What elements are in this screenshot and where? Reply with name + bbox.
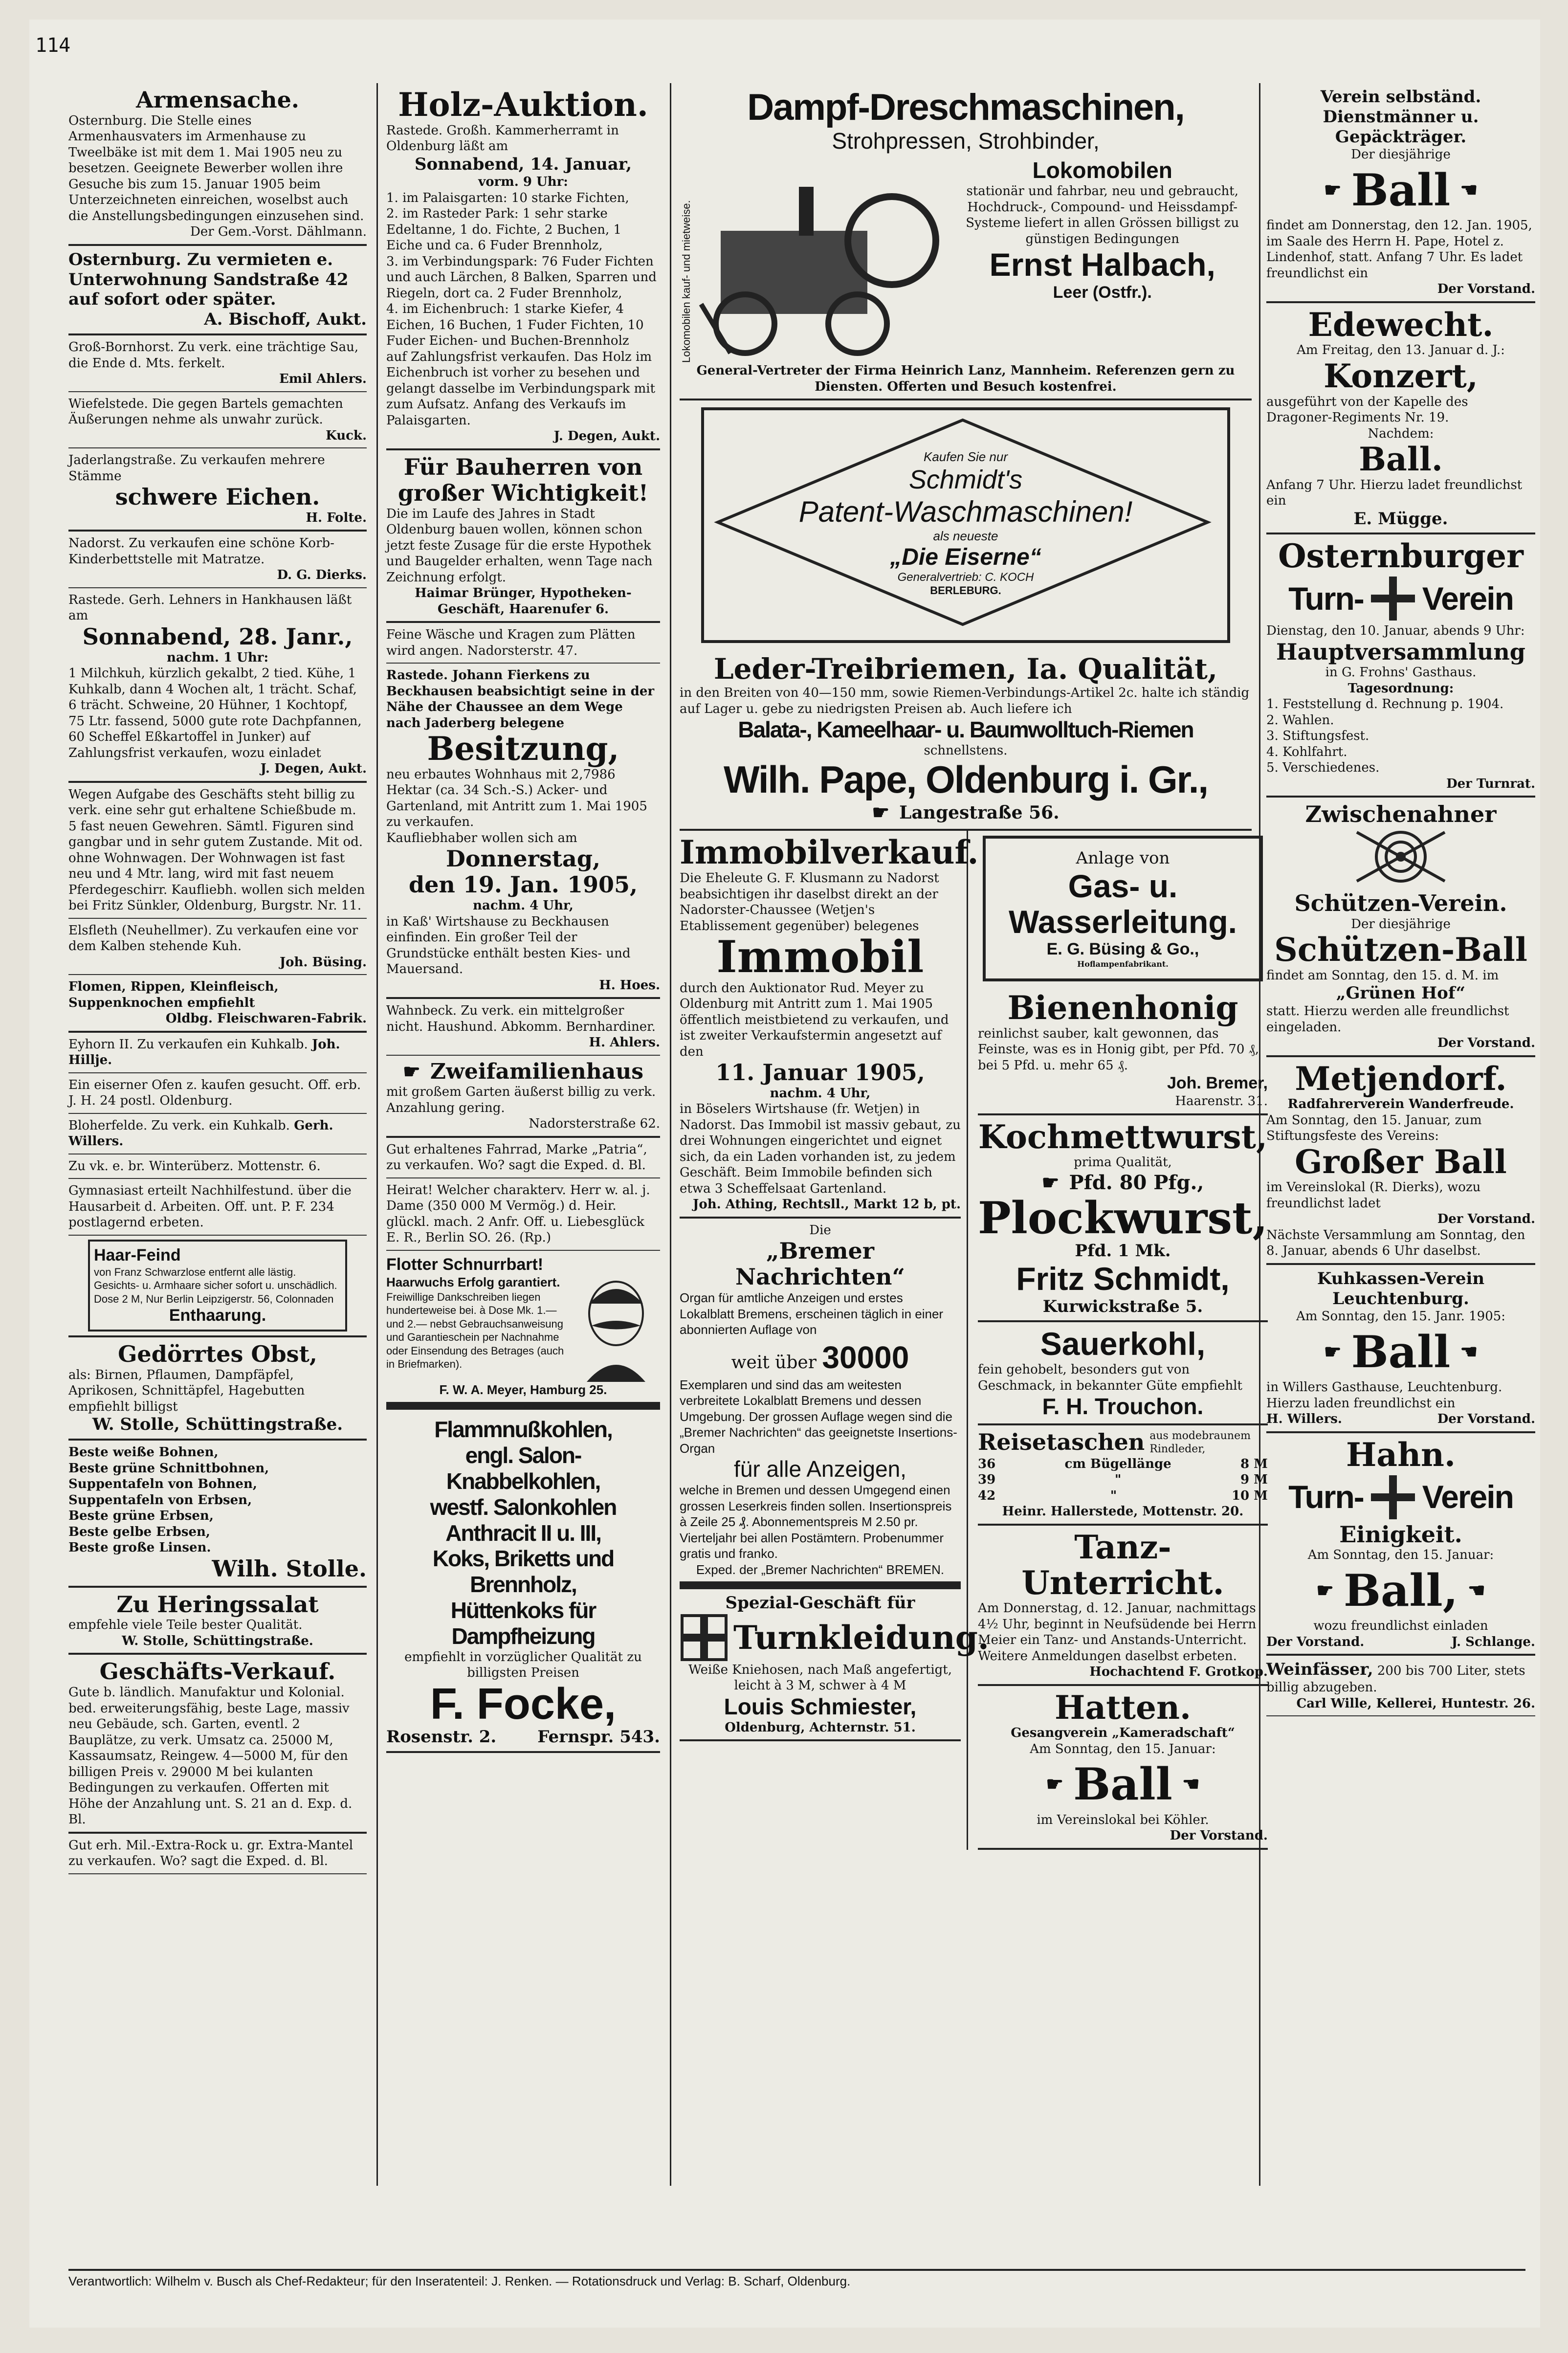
pointing-hand-icon: ☛ [403,1060,420,1083]
pointing-hand-icon: ☛ [1324,178,1342,202]
ad-nadorst-bett: Nadorst. Zu verkaufen eine schöne Korb-Kinderbettstelle mit Matratze. D. G. Dierks. [68,532,367,588]
list-item: Suppentafeln von Bohnen, [68,1477,257,1492]
table-cell: " [1114,1472,1122,1487]
list-item: 4. Kohlfahrt. [1266,744,1347,759]
column-rule [670,83,671,2186]
pointing-hand-left-icon: ☚ [1468,1579,1485,1602]
ad-gas-wasserleitung: Anlage von Gas- u. Wasserleitung. E. G. Büsing & Go., Hoflampenfabrikant. [983,836,1263,981]
tagesordnung-list [1266,696,1535,776]
ad-winterueberzieher: Zu vk. e. br. Winterüberz. Mottenstr. 6. [68,1154,367,1179]
list-item: Koks, Briketts und [432,1546,614,1572]
ad-dampf-dreschmaschinen: Dampf-Dreschmaschinen, Strohpressen, Strohbinder, Lokomobilen kauf- und mietweise. Lokomobilen stationär und fahrbar, neu und gebraucht, Hochdruck-, Compound- und Heissdampf-Systeme liefert in allen Grössen billigst zu günstigen Bedingungen Ernst Halbach, Leer (Ostfr.). General-Vertreter der Firma Heinrich Lanz, Mannheim. Referenzen gern zu Diensten. Offerten und Besuch kostenfrei. [680,83,1252,400]
list-item: Brennholz, [470,1572,576,1598]
list-item: Knabbelkohlen, [446,1468,600,1494]
ad-mil-extra-rock: Gut erh. Mil.-Extra-Rock u. gr. Extra-Mantel zu verkaufen. Wo? sagt die Exped. d. Bl. [68,1834,367,1874]
ad-leder-treibriemen: Leder-Treibriemen, Ia. Qualität, in den Breiten von 40—150 mm, sowie Riemen-Verbindungs-Artikel 2c. halte ich ständig auf Lager u. gebe zu niedrigsten Preisen ab. Auch liefere ich Balata-, Kameelhaar- u. Baumwolltuch-Riemen schnellstens. Wilh. Pape, Oldenburg i. Gr., ☛ Langestraße 56. [680,650,1252,831]
table-cell: 8 M [1240,1456,1268,1471]
ad-elsfleth: Elsfleth (Neuhellmer). Zu verkaufen eine vor dem Kalben stehende Kuh. Joh. Büsing. [68,919,367,976]
pointing-hand-icon: ☛ [1324,1340,1342,1364]
list-item: 3. Stiftungsfest. [1266,729,1369,744]
ad-turnkleidung: Spezial-Geschäft für Turnkleidung. Weiße Kniehosen, nach Maß angefertigt, leicht à 3 M, schwer à 4 M Louis Schmiester, Oldenburg, Achternstr. 51. [680,1583,961,1741]
target-rifles-icon [1352,827,1450,886]
ad-tanz-unterricht: Tanz-Unterricht. Am Donnerstag, d. 12. Januar, nachmittags 4½ Uhr, beginnt in Neufsüdende bei Herrn Meier ein Tanz- und Anstands-Unterricht. Weitere Anmeldungen daselbst erbeten. Hochachtend F. Grotkop. [978,1526,1268,1686]
bohnen-list [68,1444,367,1556]
list-item: westf. Salonkohlen [430,1494,617,1520]
list-item: engl. Salon- [465,1442,581,1468]
table-cell: 42 [978,1488,996,1503]
ad-hatten: Hatten. Gesangverein „Kameradschaft“ Am Sonntag, den 15. Januar: ☛ Ball ☚ im Vereinslokal bei Köhler. Der Vorstand. [978,1686,1268,1850]
mustache-portrait-icon [572,1274,660,1382]
table-cell: 10 M [1231,1488,1268,1503]
pointing-hand-icon: ☛ [1046,1773,1064,1796]
list-item: Beste große Linsen. [68,1540,211,1555]
ad-ofen: Ein eiserner Ofen z. kaufen gesucht. Off. erb. J. H. 24 postl. Oldenburg. [68,1073,367,1114]
ad-rastede-auktion: Rastede. Gerh. Lehners in Hankhausen läßt am Sonnabend, 28. Janr., nachm. 1 Uhr: 1 Milchkuh, kürzlich gekalbt, 2 tied. Kühe, 1 Kuhkalb, dann 4 Wochen alt, 1 trächt. Schaf, 6 trächt. Schweine, 20 Hühner, 1 Kochtopf, 75 Ltr. fassend, 5000 gute rote Dachpfannen, 60 Scheffel Eßkartoffel in Junker) auf Zahlungsfrist verkaufen, wozu einladet J. Degen, Aukt. [68,588,367,783]
ad-zwischenahner-schuetzen: Zwischenahner Schützen-Verein. Der diesjährige Schützen-Ball findet am Sonntag, den 15. d. M. im „Grünen Hof“ statt. Hierzu werden alle freundlichst eingeladen. Der Vorstand. [1266,798,1535,1057]
ad-armensache: Armensache. Osternburg. Die Stelle eines Armenhausvaters im Armenhause zu Tweelbäke ist mit dem 1. Mai 1905 neu zu besetzen. Geeignete Bewerber wollen ihre Gesuche bis zum 15. Januar 1905 beim Unterzeichneten einreichen, woselbst auch die Anstellungsbedingungen einzusehen sind. Der Gem.-Vorst. Dählmann. [68,83,367,246]
turner-cross-icon [1369,574,1417,623]
list-item: 2. im Rasteder Park: 1 sehr starke Edeltanne, 1 do. Fichte, 2 Buchen, 1 Eiche und ca. 6 Fuder Brennholz, [386,206,622,253]
table-cell: 39 [978,1472,996,1487]
ad-waschmaschinen: Kaufen Sie nur Schmidt's Patent-Waschmaschinen! als neueste „Die Eiserne“ Generalvertrieb: C. KOCH BERLEBURG. [701,407,1230,643]
ad-bauherren: Für Bauherren von großer Wichtigkeit! Die im Laufe des Jahres in Stadt Oldenburg bauen wollen, können schon jetzt feste Zusage für die erste Hypothek und Baugelder erhalten, wenn Tage nach Zeichnung erfolgt. Haimar Brünger, Hypotheken-Geschäft, Haarenufer 6. [386,450,660,623]
table-cell: cm Bügellänge [1064,1456,1171,1471]
column-3-right [978,831,1268,1849]
ad-edewecht: Edewecht. Am Freitag, den 13. Januar d. J.: Konzert, ausgeführt von der Kapelle des Dragoner-Regiments Nr. 19. Nachdem: Ball. Anfang 7 Uhr. Hierzu ladet freundlichst ein E. Mügge. [1266,303,1535,535]
pointing-hand-left-icon: ☚ [1182,1773,1200,1796]
ad-sauerkohl: Sauerkohl, fein gehobelt, besonders gut von Geschmack, in bekannter Güte empfiehlt F. H. Trouchon. [978,1322,1268,1425]
list-item: Beste weiße Bohnen, [68,1445,219,1460]
pointing-hand-icon: ☛ [1041,1171,1060,1194]
turner-cross-icon [1369,1473,1417,1522]
ad-osternburg-wohnung: Osternburg. Zu vermieten e. Unterwohnung Sandstraße 42 auf sofort oder später. A. Bischoff, Aukt. [68,246,367,335]
reise-price-table [978,1456,1268,1504]
list-item: 3. im Verbindungspark: 76 Fuder Fichten und auch Lärchen, 8 Balken, Sparren und Riegeln, dort ca. 2 Fuder Brennholz, [386,254,657,301]
pointing-hand-left-icon: ☚ [1460,1340,1478,1364]
ad-heringssalat: Zu Heringssalat empfehle viele Teile bester Qualität. W. Stolle, Schüttingstraße. [68,1588,367,1655]
pointing-hand-icon: ☛ [1316,1579,1334,1602]
ad-hahn-turnverein: Hahn. Turn- Verein Einigkeit. Am Sonntag, den 15. Januar: ☛ Ball, ☚ wozu freundlichst einladen Der Vorstand. J. Schlange. [1266,1433,1535,1656]
ad-eichen: Jaderlangstraße. Zu verkaufen mehrere Stämme schwere Eichen. H. Folte. [68,448,367,532]
holz-list [386,190,660,349]
ad-schnurrbart: Flotter Schnurrbart! Haarwuchs Erfolg garantiert. Freiwillige Dankschreiben liegen hunderteweise bei. à Dose Mk. 1.— und 2.— nebst Gebrauchsanweisung und Garantieschein per Nachnahme oder Einsendung des Betrages (auch in Briefmarken). F. W. A. Meyer, Hamburg 25. [386,1251,660,1404]
turner-cross-icon [680,1613,729,1662]
list-item: 1. im Palaisgarten: 10 starke Fichten, [386,190,629,205]
ad-gedoerrtes-obst: Gedörrtes Obst, als: Birnen, Pflaumen, Dampfäpfel, Aprikosen, Schnittäpfel, Hagebutten empfiehlt billigst W. Stolle, Schüttingstraße. [68,1337,367,1441]
ad-fahrrad: Gut erhaltenes Fahrrad, Marke „Patria“, zu verkaufen. Wo? sagt die Exped. d. Bl. [386,1138,660,1178]
table-cell: " [1110,1488,1117,1503]
list-item: Hüttenkoks für [450,1598,596,1623]
pointing-hand-left-icon: ☚ [1460,178,1478,202]
ad-gross-bornhorst: Groß-Bornhorst. Zu verk. eine trächtige Sau, die Ende d. Mts. ferkelt. Emil Ahlers. [68,335,367,392]
ad-besitzung: Rastede. Johann Fierkens zu Beckhausen beabsichtigt seine in der Nähe der Chaussee an dem Wege nach Jaderberg belegene Besitzung, neu erbautes Wohnhaus mit 2,7986 Hektar (ca. 34 Sch.-S.) Acker- und Gartenland, mit Antritt zum 1. Mai 1905 zu verkaufen. Kaufliebhaber wollen sich am Donnerstag, den 19. Jan. 1905, nachm. 4 Uhr, in Kaß' Wirtshause zu Beckhausen einfinden. Ein großer Teil der Grundstücke enthält besten Kies- und Mauersand. H. Hoes. [386,664,660,999]
list-item: Beste grüne Erbsen, [68,1509,214,1524]
table-cell: 9 M [1240,1472,1268,1487]
locomobile-machine-icon [701,157,946,363]
ad-bloherfelde: Bloherfelde. Zu verk. ein Kuhkalb. Gerh. Willers. [68,1114,367,1154]
column-4 [1266,83,1535,2191]
ad-osternburger-turnverein: Osternburger Turn- Verein Dienstag, den 10. Januar, abends 9 Uhr: Hauptversammlung in G. Frohns' Gasthaus. Tagesordnung: 1. Feststellung d. Rechnung p. 1904. 2. Wahlen. 3. Stiftungsfest. 4. Kohlfahrt. 5. Verschiedenes. Der Turnrat. [1266,534,1535,798]
column-2 [386,83,660,2191]
list-item: Anthracit II u. III, [445,1520,601,1546]
ad-heirat: Heirat! Welcher charakterv. Herr w. al. j. Dame (350 000 M Vermög.) d. Heir. glückl. mach. 2 Anfr. Off. u. Liebesglück E. R., Berlin SO. 26. (Rp.) [386,1178,660,1251]
ad-geschaefts-verkauf: Geschäfts-Verkauf. Gute b. ländlich. Manufaktur und Kolonial. bed. erweiterungsfähig, beste Lage, massiv neu Gebäude, sch. Garten, eventl. 2 Bauplätze, zu verk. Umsatz ca. 25000 M, Kassaumsatz, Reingew. 4—5000 M, für den billigen Preis v. 29000 M bei kulanten Bedingungen zu verkaufen. Offerten mit Höhe der Anzahlung unt. S. 21 an d. Exp. d. Bl. [68,1655,367,1833]
ad-wahnbeck: Wahnbeck. Zu verk. ein mittelgroßer nicht. Haushund. Abkomm. Bernhardiner. H. Ahlers. [386,999,660,1056]
ad-metjendorf: Metjendorf. Radfahrerverein Wanderfreude. Am Sonntag, den 15. Januar, zum Stiftungsfeste des Vereins: Großer Ball im Vereinslokal (R. Dierks), wozu freundlichst ladet Der Vorstand. Nächste Versammlung am Sonntag, den 8. Januar, abends 6 Uhr daselbst. [1266,1057,1535,1265]
list-item: Dampfheizung [451,1623,595,1649]
ad-kohlen: Flammnußkohlen, engl. Salon- Knabbelkohlen, westf. Salonkohlen Anthracit II u. III, Koks, Briketts und Brennholz, Hüttenkoks für Dampfheizung empfiehlt in vorzüglicher Qualität zu billigsten Preisen F. Focke, Rosenstr. 2. Fernspr. 543. [386,1404,660,1753]
list-item: 2. Wahlen. [1266,712,1334,728]
list-item: 4. im Eichenbruch: 1 starke Kiefer, 4 Eichen, 16 Buchen, 1 Fuder Fichten, 10 Fuder Eichen- und Buchen-Brennholz [386,302,644,349]
list-item: Suppentafeln von Erbsen, [68,1492,252,1508]
ad-bienenhonig: Bienenhonig reinlichst sauber, kalt gewonnen, das Feinste, was es in Honig gibt, per Pfd. 70 ₰, bei 5 Pfd. u. mehr 65 ₰. Joh. Bremer, Haarenstr. 31. [978,986,1268,1115]
pointing-hand-icon: ☛ [872,801,890,824]
ad-zweifamilienhaus: ☛ Zweifamilienhaus mit großem Garten äußerst billig zu verk. Anzahlung gering. Nadorsterstraße 62. [386,1056,660,1138]
ad-bremer-nachrichten: Die „Bremer Nachrichten“ Organ für amtliche Anzeigen und erstes Lokalblatt Bremens, erscheinen täglich in einer abonnierten Auflage von weit über 30000 Exemplaren und sind das am weitesten verbreitete Lokalblatt Bremens und dessen Umgebung. Der grossen Auflage wegen sind die „Bremer Nachrichten“ das geeignetste Insertions-Organ für alle Anzeigen, welche in Bremen und dessen Umgegend einen grossen Leserkreis finden sollen. Insertionspreis à Zeile 25 ₰. Abonnementspreis M 2.50 pr. Vierteljahr bei allen Postämtern. Probenummer gratis und franko. Exped. der „Bremer Nachrichten“ BREMEN. [680,1219,961,1583]
table-row [978,1488,1268,1504]
list-item: Beste gelbe Erbsen, [68,1524,210,1539]
list-item: 1. Feststellung d. Rechnung p. 1904. [1266,697,1504,712]
ad-holz-auktion: Holz-Auktion. Rastede. Großh. Kammerherramt in Oldenburg läßt am Sonnabend, 14. Januar, vorm. 9 Uhr: 1. im Palaisgarten: 10 starke Fichten, 2. im Rasteder Park: 1 sehr starke Edeltanne, 1 do. Fichte, 2 Buchen, 1 Eiche und ca. 6 Fuder Brennholz, 3. im Verbindungspark: 76 Fuder Fichten und auch Lärchen, 8 Balken, Sparren und Riegeln, dort ca. 2 Fuder Brennholz, 4. im Eichenbruch: 1 starke Kiefer, 4 Eichen, 16 Buchen, 1 Fuder Fichten, 10 Fuder Eichen- und Buchen-Brennholz auf Zahlungsfrist verkaufen. Das Holz im Eichenbruch ist vorher zu besehen und gelangt dasselbe im Verbindungspark mit zum Aufsatz. Anfang des Verkaufs im Palaisgarten. J. Degen, Aukt. [386,83,660,450]
table-cell: 36 [978,1456,996,1471]
ad-reisetaschen: Reisetaschen aus modebraunem Rindleder, 36 cm Bügellänge 8 M 39 " 9 M 42 " 10 M Heinr. Hallerstede, Mottenstr. 20. [978,1425,1268,1526]
ad-eyhorn: Eyhorn II. Zu verkaufen ein Kuhkalb. Joh. Hillje. [68,1033,367,1073]
ad-kuhkassen-verein: Kuhkassen-Verein Leuchtenburg. Am Sonntag, den 15. Janr. 1905: ☛ Ball ☚ in Willers Gasthause, Leuchtenburg. Hierzu laden freundlichst ein H. Willers. Der Vorstand. [1266,1265,1535,1433]
page-number: 114 [35,34,71,57]
ad-schiessbude: Wegen Aufgabe des Geschäfts steht billig zu verk. eine sehr gut erhaltene Schießbude m. 5 fast neuen Gewehren. Sämtl. Figuren sind gangbar und in sehr gutem Zustande. Mit od. ohne Wohnwagen. Der Wohnwagen ist fast neu und 4 Mtr. lang, wird mit fast neuem Pferdegeschirr. Kaufliebh. wollen sich melden bei Fritz Sünkler, Oldenburg, Burgstr. Nr. 11. [68,783,367,919]
list-item: Beste grüne Schnittbohnen, [68,1461,269,1476]
ad-nachhilfe: Gymnasiast erteilt Nachhilfestund. über die Hausarbeit d. Arbeiten. Off. unt. P. F. 234 postlagernd erbeten. [68,1179,367,1236]
ad-flomen: Flomen, Rippen, Kleinfleisch, Suppenknochen empfiehlt Oldbg. Fleischwaren-Fabrik. [68,975,367,1033]
column-3 [680,83,1268,2191]
ad-bohnen: Beste weiße Bohnen, Beste grüne Schnittbohnen, Suppentafeln von Bohnen, Suppentafeln von Erbsen, Beste grüne Erbsen, Beste gelbe Erbsen, Beste große Linsen. Wilh. Stolle. [68,1441,367,1587]
table-row [978,1472,1268,1488]
ad-waesche: Feine Wäsche und Kragen zum Plätten wird angen. Nadorsterstr. 47. [386,623,660,664]
kohlen-list [386,1417,660,1649]
ad-kochmettwurst: Kochmettwurst, prima Qualität, ☛ Pfd. 80 Pfg., Plockwurst, Pfd. 1 Mk. Fritz Schmidt, Kurwickstraße 5. [978,1115,1268,1323]
ad-weinfaesser: Weinfässer, 200 bis 700 Liter, stets billig abzugeben. Carl Wille, Kellerei, Huntestr. 26. [1266,1656,1535,1716]
imprint-footer: Verantwortlich: Wilhelm v. Busch als Chef-Redakteur; für den Inseratenteil: J. Renken. — Rotationsdruck und Verlag: B. Scharf, Oldenburg. [68,2269,1525,2289]
list-item: Flammnußkohlen, [434,1416,612,1442]
ad-wiefelstede: Wiefelstede. Die gegen Bartels gemachten Äußerungen nehme als unwahr zurück. Kuck. [68,392,367,449]
ad-dienstmaenner-ball: Verein selbständ. Dienstmänner u. Gepäckträger. Der diesjährige ☛ Ball ☚ findet am Donnerstag, den 12. Jan. 1905, im Saale des Herrn H. Pape, Hotel z. Lindenhof, statt. Anfang 7 Uhr. Es ladet freundlichst ein Der Vorstand. [1266,83,1535,303]
ad-immobilverkauf: Immobilverkauf. Die Eheleute G. F. Klusmann zu Nadorst beabsichtigen ihr daselbst direkt an der Nadorster-Chaussee (Wetjen's Etablissement gegenüber) belegenes Immobil durch den Auktionator Rud. Meyer zu Oldenburg mit Antritt zum 1. Mai 1905 öffentlich meistbietend zu verkaufen, und ist zweiter Verkaufstermin angesetzt auf den 11. Januar 1905, nachm. 4 Uhr, in Böselers Wirtshause (fr. Wetjen) in Nadorst. Das Immobil ist massiv gebaut, zu drei Wohnungen eingerichtet und eignet sich, da ein Laden vorhanden ist, zu jedem Geschäft. Beim Immobile befinden sich etwa 3 Scheffelsaat Gartenland. Joh. Athing, Rechtsll., Markt 12 b, pt. [680,831,961,1218]
ad-haar-feind: Haar-Feind von Franz Schwarzlose entfernt alle lästig. Gesichts- u. Armhaare sicher sofort u. unschädlich. Dose 2 M, Nur Berlin Leipzigerstr. 56, Colonnaden Enthaarung. [68,1236,367,1337]
table-row [978,1456,1268,1472]
list-item: 5. Verschiedenes. [1266,760,1380,776]
column-1 [68,83,367,2191]
column-rule [376,83,378,2186]
